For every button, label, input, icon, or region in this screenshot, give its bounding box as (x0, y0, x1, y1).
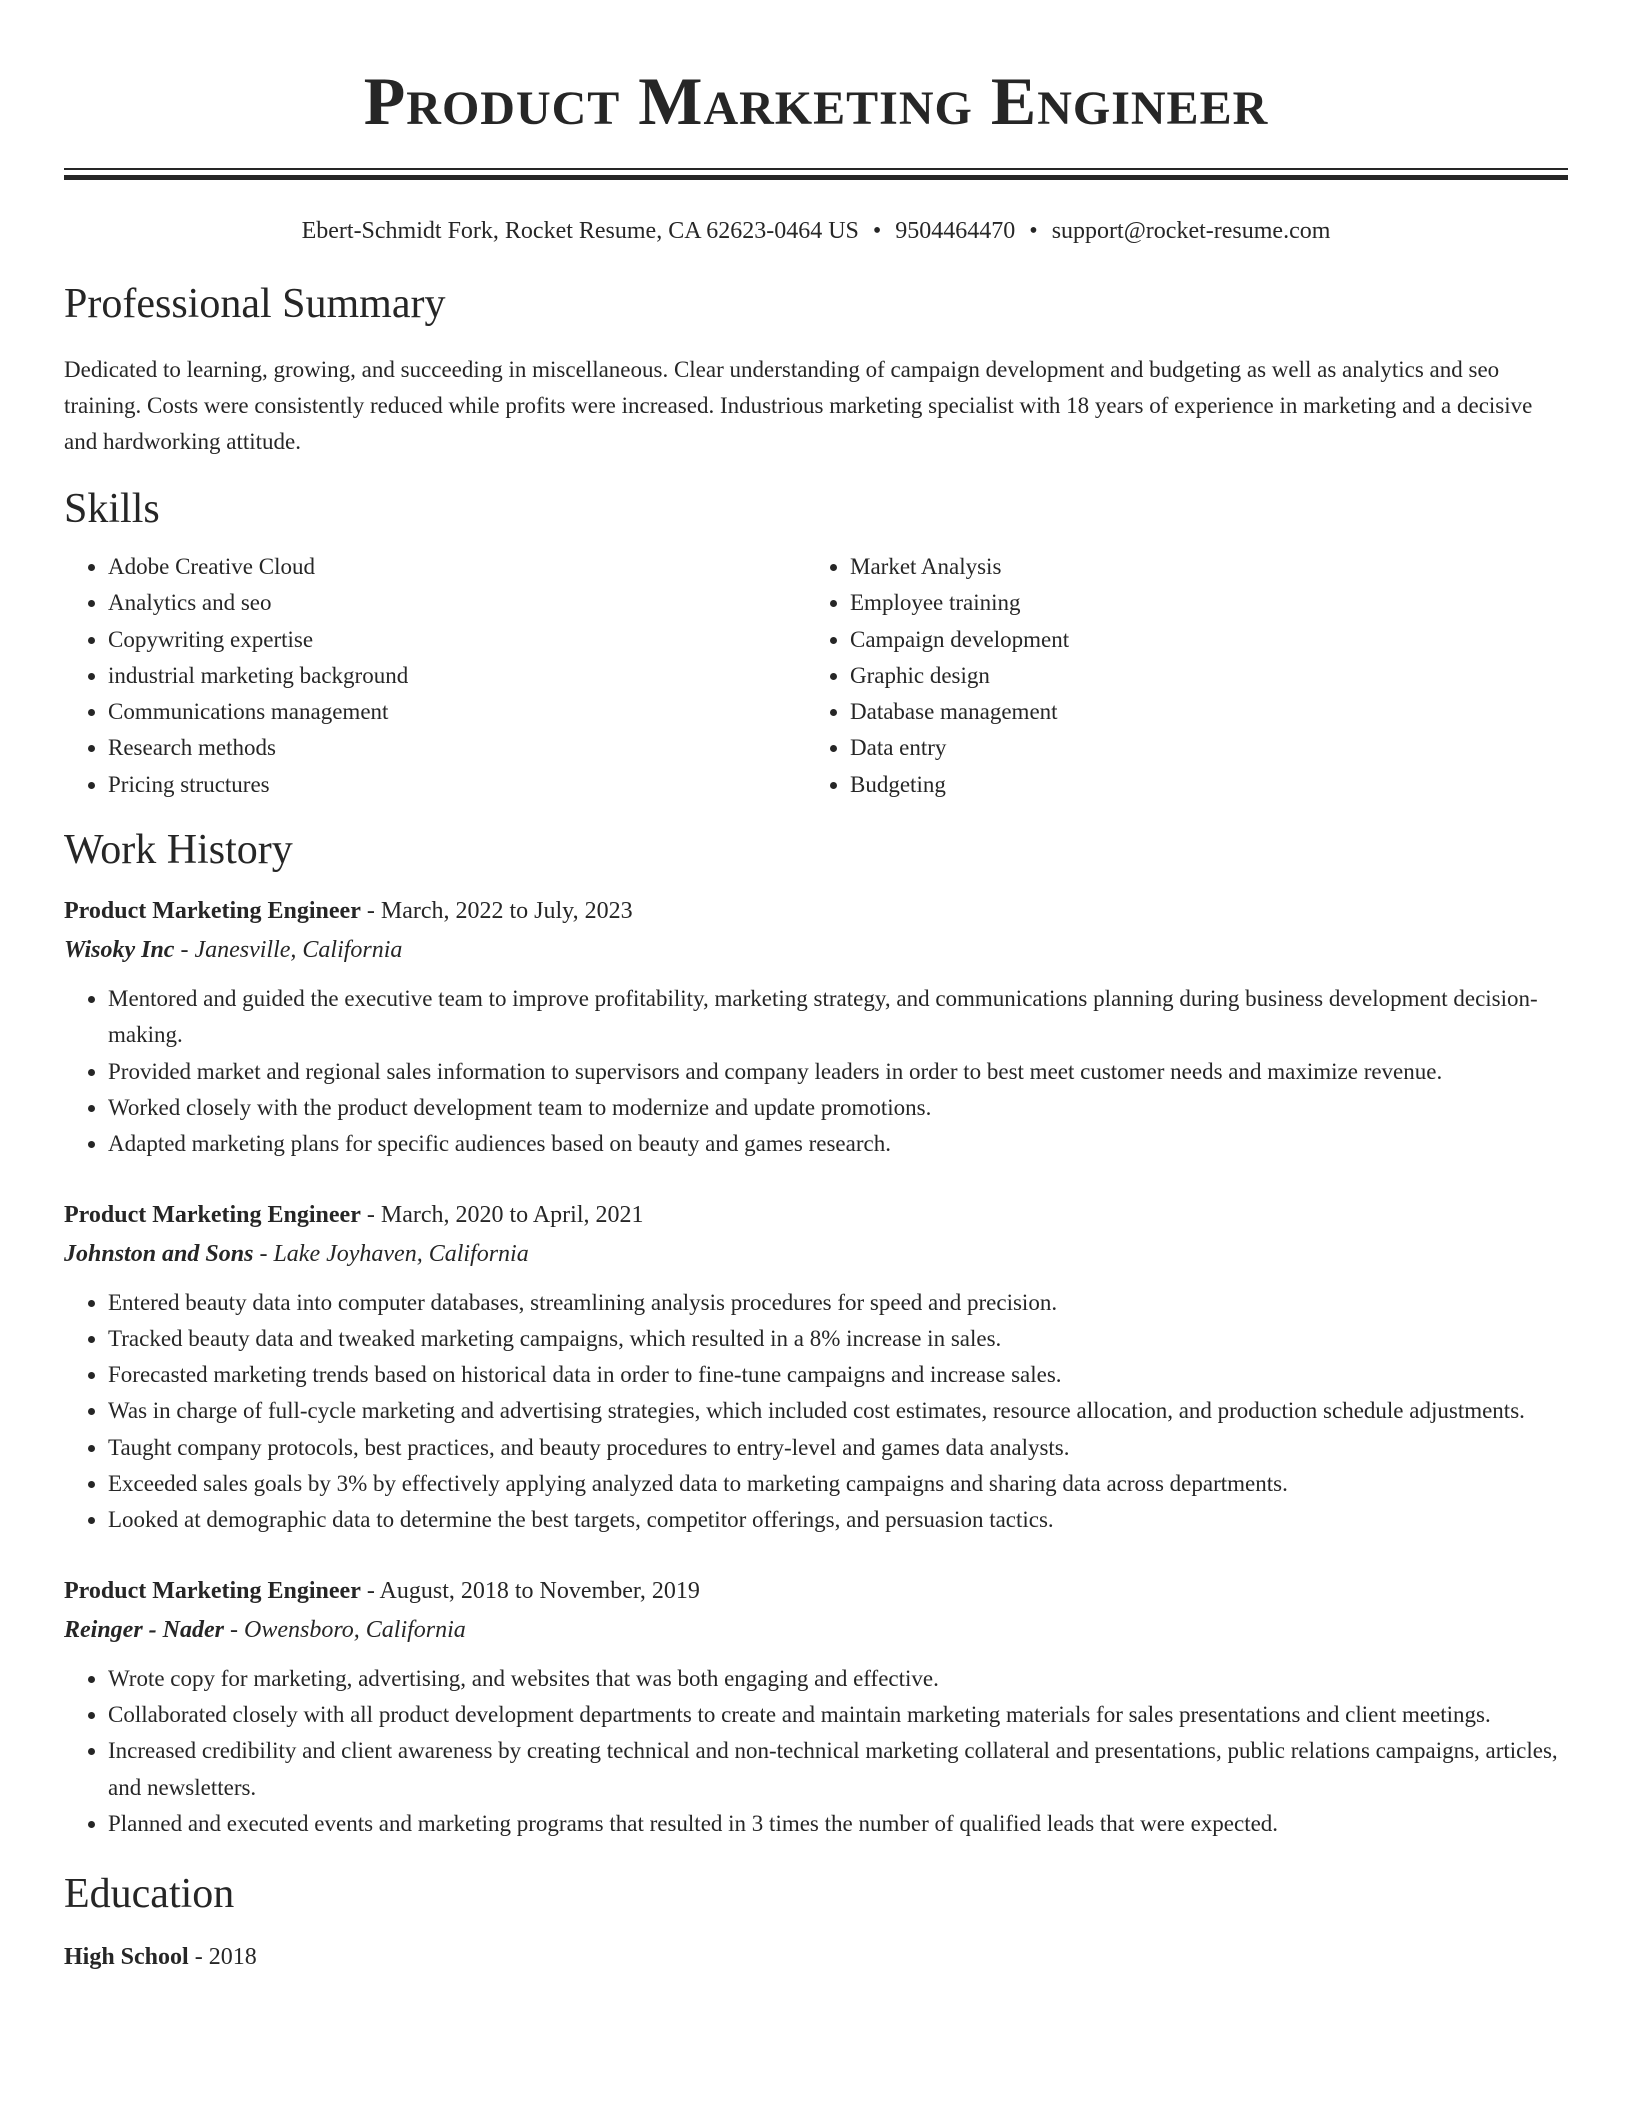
job-location: Owensboro, California (243, 1616, 466, 1643)
job-bullet: • Planned and executed events and marketing programs that resulted in 3 times the number of qualified leads that were expected. (108, 1806, 1568, 1842)
job-dates: August, 2018 to November, 2019 (379, 1577, 700, 1604)
skill-item: • Adobe Creative Cloud (108, 549, 806, 585)
job-dates: March, 2022 to July, 2023 (380, 898, 633, 925)
skill-item: • Database management (850, 694, 1069, 730)
job-bullet: • Entered beauty data into computer databases, streamlining analysis procedures for speed and precision. (108, 1285, 1568, 1321)
job-dash: - (253, 1240, 274, 1267)
job-bullet: • Taught company protocols, best practices, and beauty procedures to entry-level and games data analysts. (108, 1430, 1568, 1466)
job-company: Reinger - Nader (64, 1616, 224, 1643)
skill-item: • Market Analysis (850, 549, 1069, 585)
contact-email: support@rocket-resume.com (1051, 218, 1331, 244)
skill-item: • industrial marketing background (108, 658, 806, 694)
skill-item: • Employee training (850, 585, 1069, 621)
education-year: 2018 (208, 1944, 257, 1971)
job-location: Lake Joyhaven, California (273, 1240, 529, 1267)
job-location: Janesville, California (194, 937, 403, 964)
job-role: Product Marketing Engineer (64, 898, 361, 925)
job-heading (64, 896, 1568, 926)
job-bullets (64, 1661, 1568, 1842)
title-rule-thick (64, 175, 1568, 180)
job-role: Product Marketing Engineer (64, 1577, 361, 1604)
job-bullet: • Increased credibility and client awareness by creating technical and non-technical marketing collateral and presentations, public relations campaigns, articles, and newsletters. (108, 1733, 1568, 1806)
job-entry (64, 896, 1568, 1162)
job-dash: - (360, 1577, 380, 1604)
job-bullet: • Exceeded sales goals by 3% by effectively applying analyzed data to marketing campaigns and sharing data across departments. (108, 1466, 1568, 1502)
job-dash: - (360, 1201, 381, 1228)
job-bullet: • Tracked beauty data and tweaked marketing campaigns, which resulted in a 8% increase in sales. (108, 1321, 1568, 1357)
skills-heading: Skills (64, 486, 160, 532)
job-entry (64, 1200, 1568, 1539)
job-entry (64, 1576, 1568, 1842)
skills-list (64, 549, 1568, 803)
contact-address: Ebert-Schmidt Fork, Rocket Resume, CA 62623-0464 US (301, 218, 859, 244)
job-heading (64, 1200, 1568, 1230)
job-employer (64, 1239, 1568, 1269)
job-bullet: • Wrote copy for marketing, advertising, and websites that was both engaging and effective. (108, 1661, 1568, 1697)
job-dash: - (223, 1616, 244, 1643)
job-company: Wisoky Inc (64, 937, 175, 964)
education-dash: - (188, 1944, 209, 1971)
job-heading (64, 1576, 1568, 1606)
job-bullets (64, 981, 1568, 1162)
skill-item: • Research methods (108, 730, 806, 766)
summary-text: Dedicated to learning, growing, and succeeding in miscellaneous. Clear understanding of campaign development and budgeting as well as analytics and seo training. Costs were consistently reduced while profits were increased. Industrious marketing specialist with 18 years of experience in marketing and a decisive and hardworking attitude. (64, 357, 1533, 454)
job-bullets (64, 1285, 1568, 1539)
skill-item: • Pricing structures (108, 767, 806, 803)
job-bullet: • Worked closely with the product development team to modernize and update promotions. (108, 1090, 1568, 1126)
skill-item: • Copywriting expertise (108, 622, 806, 658)
skills-column-left (64, 549, 806, 803)
job-company: Johnston and Sons (64, 1240, 254, 1267)
job-dates: March, 2020 to April, 2021 (380, 1201, 644, 1228)
skill-item: • Analytics and seo (108, 585, 806, 621)
job-bullet: • Mentored and guided the executive team to improve profitability, marketing strategy, and communications planning during business development decision-making. (108, 981, 1568, 1054)
job-bullet: • Provided market and regional sales information to supervisors and company leaders in order to best meet customer needs and maximize revenue. (108, 1054, 1568, 1090)
contact-phone: 9504464470 (895, 218, 1016, 244)
education-heading: Education (64, 1871, 235, 1918)
work-history-heading: Work History (64, 827, 293, 874)
contact-line (64, 216, 1568, 246)
job-dash: - (174, 937, 195, 964)
job-bullet: • Looked at demographic data to determine the best targets, competitor offerings, and persuasion tactics. (108, 1502, 1568, 1538)
job-employer (64, 935, 1568, 965)
education-entry (64, 1942, 1568, 1972)
education-degree: High School (64, 1944, 189, 1971)
skill-item: • Budgeting (850, 767, 1069, 803)
skill-item: • Data entry (850, 730, 1069, 766)
job-role: Product Marketing Engineer (64, 1201, 361, 1228)
job-employer (64, 1615, 1568, 1645)
resume-title: Product Marketing Engineer (363, 63, 1269, 139)
job-bullet: • Collaborated closely with all product development departments to create and maintain marketing materials for sales presentations and client meetings. (108, 1697, 1568, 1733)
skills-column-right (806, 549, 1069, 803)
job-bullet: • Was in charge of full-cycle marketing and advertising strategies, which included cost estimates, resource allocation, and production schedule adjustments. (108, 1393, 1568, 1429)
skill-item: • Communications management (108, 694, 806, 730)
job-bullet: • Adapted marketing plans for specific audiences based on beauty and games research. (108, 1126, 1568, 1162)
skill-item: • Graphic design (850, 658, 1069, 694)
contact-separator: • (872, 218, 882, 244)
contact-separator: • (1029, 218, 1038, 244)
summary-heading: Professional Summary (64, 281, 446, 327)
title-rule-thin (64, 168, 1568, 170)
skill-item: • Campaign development (850, 622, 1069, 658)
job-dash: - (360, 898, 381, 925)
job-bullet: • Forecasted marketing trends based on historical data in order to fine-tune campaigns and increase sales. (108, 1357, 1568, 1393)
